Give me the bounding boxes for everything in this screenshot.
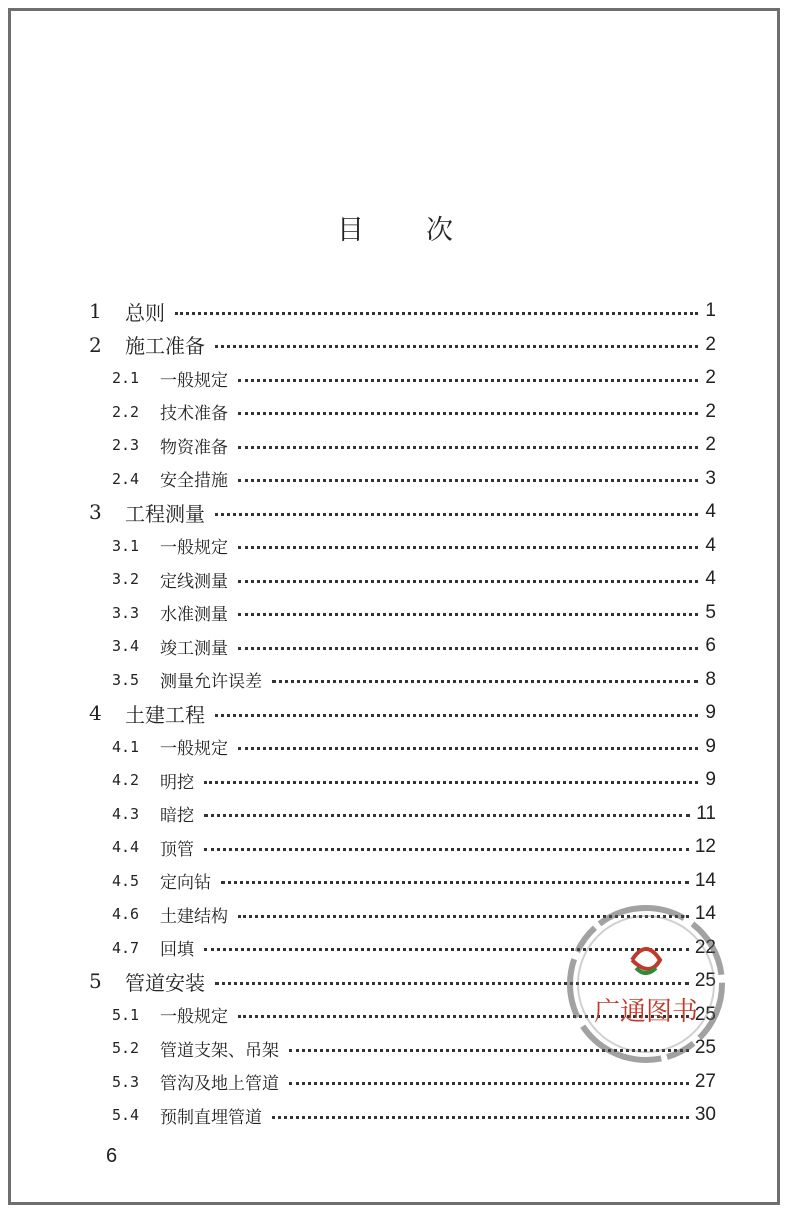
- toc-entry-page: 30: [694, 1104, 716, 1125]
- toc-entry-number: 4.3: [112, 804, 140, 823]
- toc-entry: [112, 1031, 716, 1065]
- toc-entry-title: 顶管: [160, 839, 194, 860]
- toc-entry-title: 明挖: [160, 772, 194, 793]
- toc-entry: [112, 797, 716, 831]
- toc-entry: [89, 964, 716, 998]
- toc-entry-page: 2: [705, 434, 716, 455]
- toc-dot-leader: [215, 982, 689, 985]
- toc-dot-leader: [238, 446, 698, 449]
- toc-entry-number: 5.4: [112, 1106, 140, 1124]
- toc-entry-page: 4: [705, 534, 716, 556]
- toc-entry-title: 回填: [160, 940, 194, 960]
- toc-entry-number: 2.1: [112, 369, 140, 387]
- toc-entry-page: 2: [705, 400, 716, 422]
- toc-title-right: 次: [426, 215, 453, 246]
- toc-entry: [89, 495, 716, 529]
- toc-entry-title: 水准测量: [160, 605, 228, 625]
- toc-dot-leader: [221, 881, 689, 884]
- toc-entry-title: 竣工测量: [160, 638, 228, 659]
- toc-dot-leader: [238, 647, 698, 650]
- toc-entry-page: 5: [705, 601, 716, 623]
- toc-entry-title: 一般规定: [160, 1007, 228, 1027]
- toc-entry-title: 管沟及地上管道: [160, 1074, 279, 1094]
- toc-entry-page: 9: [705, 702, 716, 723]
- toc-entry-title: 土建结构: [160, 906, 228, 927]
- toc-entry-number: 3.3: [112, 603, 140, 622]
- toc-dot-leader: [272, 1116, 689, 1119]
- toc-entry-page: 12: [694, 836, 716, 857]
- toc-entry-page: 1: [705, 300, 716, 321]
- toc-entry-title: 管道安装: [125, 970, 205, 995]
- toc-dot-leader: [204, 848, 689, 851]
- toc-dot-leader: [238, 747, 698, 750]
- toc-entry-page: 14: [694, 903, 716, 924]
- toc-entry: [112, 897, 716, 931]
- toc-entry: [112, 562, 716, 596]
- toc-entry-number: 5.3: [112, 1072, 140, 1091]
- toc-entry: [89, 328, 716, 362]
- toc-dot-leader: [238, 479, 698, 482]
- toc-dot-leader: [215, 714, 698, 717]
- toc-entry-number: 4.7: [112, 938, 140, 957]
- toc-entry-title: 预制直埋管道: [160, 1107, 262, 1128]
- toc-entry-page: 25: [694, 1003, 716, 1025]
- toc-dot-leader: [289, 1049, 689, 1052]
- toc-entry-title: 施工准备: [125, 334, 205, 358]
- toc-entry-page: 2: [705, 333, 716, 355]
- toc-entry: [112, 361, 716, 395]
- toc-entry-number: 3.2: [112, 570, 140, 588]
- toc-entry-number: 5.2: [112, 1039, 140, 1057]
- svg-text:广通图书: 广通图书: [593, 997, 699, 1027]
- toc-dot-leader: [238, 379, 698, 382]
- toc-entry-page: 11: [696, 802, 716, 824]
- toc-entry-page: 6: [705, 635, 716, 656]
- toc-entry: [112, 830, 716, 864]
- toc-entry-number: 2.3: [112, 436, 140, 454]
- toc-entry-title: 土建工程: [125, 702, 205, 727]
- toc-entry-title: 定向钻: [160, 873, 211, 893]
- toc-entry-page: 25: [694, 1037, 716, 1058]
- toc-entry: [112, 1065, 716, 1099]
- toc-entry: [112, 629, 716, 663]
- toc-entry-number: 3: [89, 500, 102, 524]
- toc-dot-leader: [238, 915, 689, 918]
- toc-entry-page: 8: [705, 668, 716, 690]
- toc-entry: [112, 730, 716, 764]
- toc-entry-page: 22: [694, 936, 716, 958]
- toc-entry-number: 4.6: [112, 905, 140, 923]
- toc-entry: [112, 395, 716, 429]
- toc-entry-page: 14: [694, 869, 716, 891]
- toc-entry: [112, 998, 716, 1032]
- toc-dot-leader: [175, 312, 698, 315]
- toc-entry: [112, 462, 716, 496]
- toc-entry-number: 4.2: [112, 771, 140, 789]
- toc-entry-title: 总则: [125, 300, 165, 325]
- page-number: 6: [106, 1145, 118, 1167]
- toc-entry-number: 2.4: [112, 469, 140, 488]
- toc-entry: [112, 931, 716, 965]
- toc-entry-title: 管道支架、吊架: [160, 1040, 279, 1061]
- toc-entry-number: 5: [89, 969, 102, 993]
- toc-entry-page: 4: [705, 501, 716, 522]
- toc-dot-leader: [238, 580, 698, 583]
- toc-entry: [112, 864, 716, 898]
- toc-entry-number: 3.1: [112, 536, 140, 555]
- toc-entry: [112, 663, 716, 697]
- toc-entry-number: 2: [89, 332, 102, 357]
- toc-entry-title: 一般规定: [160, 370, 228, 391]
- toc-entry-page: 4: [705, 568, 716, 589]
- toc-entry-number: 4: [89, 701, 102, 725]
- toc-dot-leader: [204, 781, 698, 784]
- toc-entry-number: 1: [89, 299, 102, 323]
- toc-entry-title: 定线测量: [160, 571, 228, 592]
- toc-entry: [89, 696, 716, 730]
- toc-dot-leader: [238, 546, 698, 549]
- toc-entry-page: 27: [694, 1070, 716, 1092]
- toc-entry-page: 25: [694, 970, 716, 991]
- toc-entry-title: 一般规定: [160, 739, 228, 759]
- toc-entry-number: 3.4: [112, 637, 140, 655]
- toc-entry-number: 4.4: [112, 838, 140, 856]
- toc-entry-page: 2: [705, 367, 716, 388]
- toc-dot-leader: [204, 948, 689, 951]
- toc-entry-number: 5.1: [112, 1005, 140, 1024]
- toc-entry-page: 9: [705, 769, 716, 790]
- toc-entry-title: 物资准备: [160, 437, 228, 458]
- toc-dot-leader: [272, 680, 698, 683]
- toc-entry-number: 3.5: [112, 670, 140, 689]
- toc-entry-number: 4.5: [112, 871, 140, 890]
- toc-entry-title: 暗挖: [160, 806, 194, 826]
- toc-entry-title: 工程测量: [125, 501, 205, 526]
- toc-dot-leader: [238, 613, 698, 616]
- toc-entry-number: 4.1: [112, 737, 140, 756]
- toc-dot-leader: [204, 814, 690, 817]
- toc-entry-page: 3: [705, 467, 716, 489]
- toc-entry: [89, 294, 716, 328]
- toc-dot-leader: [238, 412, 698, 415]
- toc-entry-title: 安全措施: [160, 471, 228, 491]
- toc-dot-leader: [215, 345, 698, 348]
- toc-title: [0, 208, 790, 247]
- toc-dot-leader: [289, 1082, 689, 1085]
- toc-entry: [112, 529, 716, 563]
- toc-entry: [112, 1098, 716, 1132]
- toc-entry-page: 9: [705, 735, 716, 757]
- toc-entry-number: 2.2: [112, 402, 140, 421]
- toc-title-left: 目: [337, 215, 364, 246]
- toc-entry-title: 测量允许误差: [160, 672, 262, 692]
- toc-entry: [112, 428, 716, 462]
- toc-entry: [112, 763, 716, 797]
- toc-dot-leader: [238, 1015, 689, 1018]
- toc-entry-title: 技术准备: [160, 404, 228, 424]
- toc-entry: [112, 596, 716, 630]
- toc-entry-title: 一般规定: [160, 538, 228, 558]
- toc-dot-leader: [215, 513, 698, 516]
